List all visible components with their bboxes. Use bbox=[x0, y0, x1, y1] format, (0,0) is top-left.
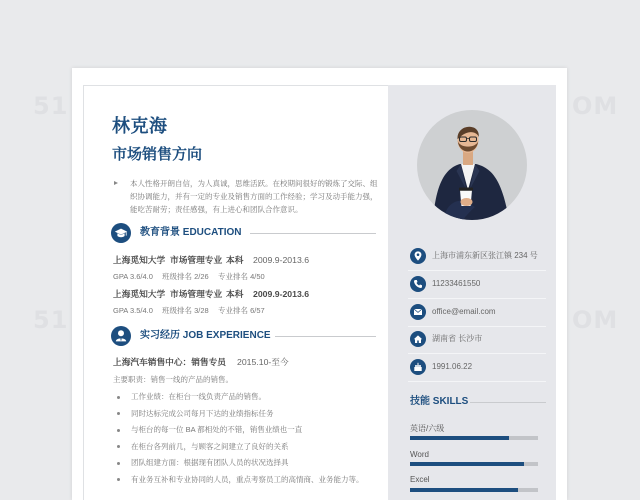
edu-gpa: GPA 3.5/4.0 bbox=[113, 306, 153, 315]
email-icon bbox=[410, 304, 426, 320]
list-item: 与柜台的每一位 BA 都相处的不错，销售业绩也一直 bbox=[131, 425, 303, 434]
contact-birthdate: 1991.06.22 bbox=[432, 362, 473, 371]
contact-address: 上海市浦东新区张江镇 234 号 bbox=[432, 251, 538, 260]
edu-period: 2009.9-2013.6 bbox=[253, 288, 310, 299]
bullet-dot-icon bbox=[117, 445, 120, 448]
person-icon bbox=[111, 326, 131, 346]
skill-name: 英语/六级 bbox=[410, 424, 445, 433]
skill-name: Word bbox=[410, 450, 429, 459]
edu-gpa: GPA 3.6/4.0 bbox=[113, 272, 153, 281]
skill-bar-track bbox=[410, 436, 538, 440]
edu-major: 市场管理专业 bbox=[170, 288, 223, 299]
edu-class-rank: 班级排名 2/26 bbox=[162, 272, 209, 281]
contact-divider bbox=[408, 353, 546, 354]
bullet-dot-icon bbox=[117, 412, 120, 415]
section-divider bbox=[250, 233, 376, 234]
edu-degree: 本科 bbox=[226, 288, 244, 299]
skills-heading: 技能 SKILLS bbox=[410, 396, 469, 407]
bullet-dot-icon bbox=[117, 429, 120, 432]
skill-bar-fill bbox=[410, 488, 518, 492]
edu-major: 市场管理专业 bbox=[170, 254, 223, 265]
watermark-text: 51 bbox=[33, 92, 69, 120]
arrow-bullet-icon bbox=[114, 181, 118, 185]
watermark-text: OM bbox=[572, 92, 619, 120]
skill-bar-track bbox=[410, 488, 538, 492]
contact-divider bbox=[408, 326, 546, 327]
section-divider bbox=[275, 336, 376, 337]
watermark-text: 51 bbox=[33, 306, 69, 334]
job-duty: 主要职责：销售一线的产品的销售。 bbox=[113, 375, 233, 384]
edu-degree: 本科 bbox=[226, 254, 244, 265]
contact-hometown: 湖南省 长沙市 bbox=[432, 334, 483, 343]
list-item: 有业务互补和专业协同的人员，重点考察员工的高情商、业务能力等。 bbox=[131, 474, 364, 484]
skill-bar-fill bbox=[410, 462, 524, 466]
education-heading: 教育背景 EDUCATION bbox=[140, 227, 242, 238]
edu-major-rank: 专业排名 4/50 bbox=[218, 272, 265, 281]
contact-divider bbox=[408, 298, 546, 299]
contact-email: office@email.com bbox=[432, 307, 496, 316]
list-item: 工作业绩：在柜台一线负责产品的销售。 bbox=[131, 392, 266, 401]
bullet-dot-icon bbox=[117, 462, 120, 465]
contact-divider bbox=[408, 270, 546, 271]
phone-icon bbox=[410, 276, 426, 292]
job-objective: 市场销售方向 bbox=[112, 146, 203, 163]
profile-summary bbox=[130, 177, 378, 216]
list-item: 在柜台各列前几，与顾客之间建立了良好的关系 bbox=[131, 441, 289, 451]
summary-line: 能吃苦耐劳；责任感强，有上进心和团队合作意识。 bbox=[130, 205, 303, 214]
bullet-dot-icon bbox=[117, 396, 120, 399]
skill-name: Excel bbox=[410, 475, 430, 484]
birthday-icon bbox=[410, 359, 426, 375]
job-position: 上海汽车销售中心：销售专员 bbox=[113, 356, 226, 367]
job-period: 2015.10-至今 bbox=[237, 356, 289, 367]
contact-phone: 11233461550 bbox=[432, 279, 481, 288]
experience-heading: 实习经历 JOB EXPERIENCE bbox=[140, 330, 271, 341]
list-item: 同时达标完成公司每月下达的业绩指标任务 bbox=[131, 408, 274, 418]
location-icon bbox=[410, 248, 426, 264]
skill-bar-track bbox=[410, 462, 538, 466]
section-divider bbox=[470, 402, 546, 403]
edu-class-rank: 班级排名 3/28 bbox=[162, 306, 209, 315]
bullet-dot-icon bbox=[117, 478, 120, 481]
contact-divider bbox=[408, 381, 546, 382]
edu-major-rank: 专业排名 6/57 bbox=[218, 306, 265, 315]
graduation-cap-icon bbox=[111, 223, 131, 243]
watermark-text: OM bbox=[572, 306, 619, 334]
list-item: 团队组建方面：根据现有团队人员的状况选择具 bbox=[131, 458, 289, 467]
candidate-name: 林克海 bbox=[112, 116, 168, 136]
skill-bar-fill bbox=[410, 436, 509, 440]
home-icon bbox=[410, 331, 426, 347]
profile-photo bbox=[417, 110, 527, 220]
summary-line: 本人性格开朗自信，为人真诚，思维活跃。在校期间很好的锻炼了交际、组 bbox=[130, 179, 378, 188]
edu-school: 上海觅知大学 bbox=[113, 288, 166, 299]
summary-line: 织协调能力，并有一定的专业及销售方面的工作经验；学习及动手能力强， bbox=[130, 192, 378, 201]
edu-period: 2009.9-2013.6 bbox=[253, 254, 310, 265]
edu-school: 上海觅知大学 bbox=[113, 254, 166, 265]
